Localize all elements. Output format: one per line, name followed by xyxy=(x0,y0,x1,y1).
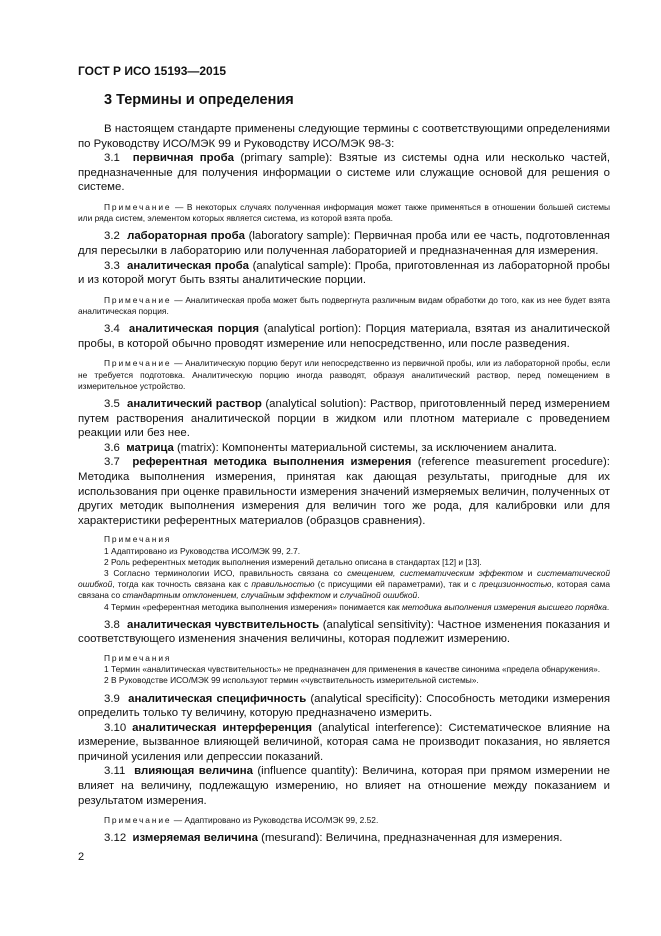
term-3-10 xyxy=(78,721,610,765)
note-text: , тогда как точность связана как с xyxy=(112,579,252,590)
note-text: — Аналитическую порцию берут или непосредственно из первичной пробы, или из лабораторной пробы, если не требуется подготовка. Аналитическую порцию иногда разводят, образуя аналитический раствор, перед помещением в измерительное устройство. xyxy=(78,358,610,391)
term-name: матрица xyxy=(126,441,174,454)
standard-header: ГОСТ Р ИСО 15193—2015 xyxy=(78,64,227,78)
term-number: 3.10 xyxy=(104,721,127,734)
notes-heading-3-7: Примечания xyxy=(104,534,172,545)
note-label: Примечание xyxy=(104,815,172,826)
note-text: — Адаптировано из Руководства ИСО/МЭК 99, 2.52. xyxy=(171,815,379,826)
term-3-3 xyxy=(78,259,610,288)
note-text: и xyxy=(330,590,341,601)
note-italic: смещением, систематическим эффектом xyxy=(347,567,523,578)
term-3-8 xyxy=(78,618,610,647)
term-definition: (reference measurement procedure): Методика выполнения измерения, принятая как дающая результаты, пригодные для их использования при оценке правильности измерения значений измеряемых величин, полученных от других методик выполнения измерения для величин того же рода, для калибровки или для характеристики референтных материалов (образцов сравнения). xyxy=(78,456,610,527)
term-3-1 xyxy=(78,151,610,195)
term-definition: (influence quantity): Величина, которая при прямом измерении не влияет на величину, подлежащую измерению, но влияет на отношение между показанием и результатом измерения. xyxy=(78,765,610,807)
term-definition: (primary sample): Взятые из системы одна или несколько частей, предназначенные для получения информации о системе или служащие основой для решения о системе. xyxy=(78,152,610,194)
term-name: референтная методика выполнения измерения xyxy=(132,456,412,469)
note-3-3 xyxy=(78,295,610,317)
note-3-7-1: 1 Адаптировано из Руководства ИСО/МЭК 99, 2.7. xyxy=(104,545,301,556)
intro-paragraph: В настоящем стандарте применены следующие термины с соответствующими определениями по Руководству ИСО/МЭК 99 и Руководству ИСО/МЭК 98-3: xyxy=(78,123,610,150)
term-number: 3.9 xyxy=(104,692,120,705)
term-definition: (analytical solution): Раствор, приготовленный перед измерением путем растворения аналитической порции в жидком или плотном материале с проведением реакции или без нее. xyxy=(78,397,610,440)
term-name: лабораторная проба xyxy=(127,230,245,243)
term-3-11 xyxy=(78,764,610,808)
term-number: 3.12 xyxy=(104,832,127,845)
note-3-8-2: 2 В Руководстве ИСО/МЭК 99 используют термин «чувствительность измерительной системы». xyxy=(104,675,479,686)
term-name: аналитическая проба xyxy=(127,259,249,272)
term-definition: (analytical sensitivity): Частное изменения показания и соответствующего изменения значения величины, которая подлежит измерению. xyxy=(78,618,610,646)
term-name: аналитическая порция xyxy=(128,323,260,336)
term-name: аналитический раствор xyxy=(127,397,262,410)
term-definition: (analytical specificity): Способность методики измерения определить только ту величину, которую предназначено измерить. xyxy=(78,692,610,720)
term-number: 3.4 xyxy=(104,323,120,336)
note-3-7-4 xyxy=(78,602,610,613)
term-3-12 xyxy=(78,831,610,846)
note-text: — Аналитическая проба может быть подвергнута различным видам обработки до того, как из нее будет взята аналитическая порция. xyxy=(78,294,610,316)
note-italic: стандартным отклонением, случайным эффектом xyxy=(122,590,331,601)
document-body xyxy=(78,122,610,846)
term-name: аналитическая специфичность xyxy=(128,692,307,705)
note-3-11 xyxy=(78,815,610,826)
section-title: 3 Термины и определения xyxy=(104,92,294,108)
term-number: 3.5 xyxy=(104,397,120,410)
term-3-5 xyxy=(78,397,610,441)
note-italic: правильностью xyxy=(251,579,315,590)
term-number: 3.2 xyxy=(104,230,120,243)
term-definition: (matrix): Компоненты материальной системы, за исключением аналита. xyxy=(173,441,557,454)
note-italic: методика выполнения измерения высшего порядка xyxy=(402,601,607,612)
term-3-4 xyxy=(78,322,610,351)
term-name: влияющая величина xyxy=(134,765,253,778)
term-3-6 xyxy=(78,441,610,456)
note-3-7-3 xyxy=(78,568,610,602)
note-text: 4 Термин «референтная методика выполнения измерения» понимается как xyxy=(104,601,402,612)
term-name: аналитическая интерференция xyxy=(132,721,313,734)
page-number: 2 xyxy=(78,851,85,863)
note-text: (с присущими ей параметрами), так и с xyxy=(314,579,480,590)
term-definition: (laboratory sample): Первичная проба или ее часть, подготовленная для пересылки в лабораторию или полученная лабораторией и предназначенная для измерения. xyxy=(78,230,610,257)
note-text: . xyxy=(417,590,420,601)
note-text: , которая сама связана со xyxy=(78,579,610,601)
note-text: 3 Согласно терминологии ИСО, правильность связана со xyxy=(104,567,348,578)
note-text: — В некоторых случаях полученная информация может также применяться в отношении большей системы или ряда систем, элементом которых является система, из которой взята проба. xyxy=(78,201,610,224)
term-number: 3.1 xyxy=(104,152,120,165)
notes-heading-3-8: Примечания xyxy=(104,652,172,663)
note-italic: случайной ошибкой xyxy=(340,590,418,601)
term-3-2 xyxy=(78,229,610,258)
note-italic: прецизионностью xyxy=(479,579,552,590)
note-text: . xyxy=(606,601,610,612)
note-text: и xyxy=(522,567,538,578)
term-number: 3.11 xyxy=(104,765,126,778)
note-3-8-1: 1 Термин «аналитическая чувствительность» не предназначен для применения в качестве синонима «предела обнаружения». xyxy=(104,664,601,675)
note-3-4 xyxy=(78,358,610,392)
term-number: 3.7 xyxy=(104,456,120,469)
term-number: 3.3 xyxy=(104,259,120,272)
term-3-7 xyxy=(78,455,610,528)
term-name: первичная проба xyxy=(132,152,234,165)
term-definition: (mesurand): Величина, предназначенная для измерения. xyxy=(257,832,563,845)
note-label: Примечание xyxy=(104,358,172,369)
term-name: аналитическая чувствительность xyxy=(127,618,320,631)
term-definition: (analytical portion): Порция материала, взятая из аналитической пробы, в которой обычно проводят измерение или непосредственно, или после разведения. xyxy=(78,323,610,350)
term-3-9 xyxy=(78,692,610,721)
term-number: 3.8 xyxy=(104,618,120,631)
note-italic: систематической ошибкой xyxy=(78,567,610,590)
term-definition: (analytical sample): Проба, приготовленная из лабораторной пробы и из которой могут быть взяты аналитические порции. xyxy=(78,259,610,287)
note-label: Примечание xyxy=(104,294,172,305)
term-name: измеряемая величина xyxy=(132,832,258,845)
note-label: Примечание xyxy=(104,201,172,212)
note-3-1 xyxy=(78,202,610,224)
note-3-7-2: 2 Роль референтных методик выполнения измерений детально описана в стандартах [12] и [13]. xyxy=(104,556,482,567)
term-definition: (analytical interference): Систематическое влияние на измерение, вызванное влияющей величиной, которая сама не производит показания, но является причиной усиления или депрессии показаний. xyxy=(78,721,610,763)
term-number: 3.6 xyxy=(104,441,120,454)
